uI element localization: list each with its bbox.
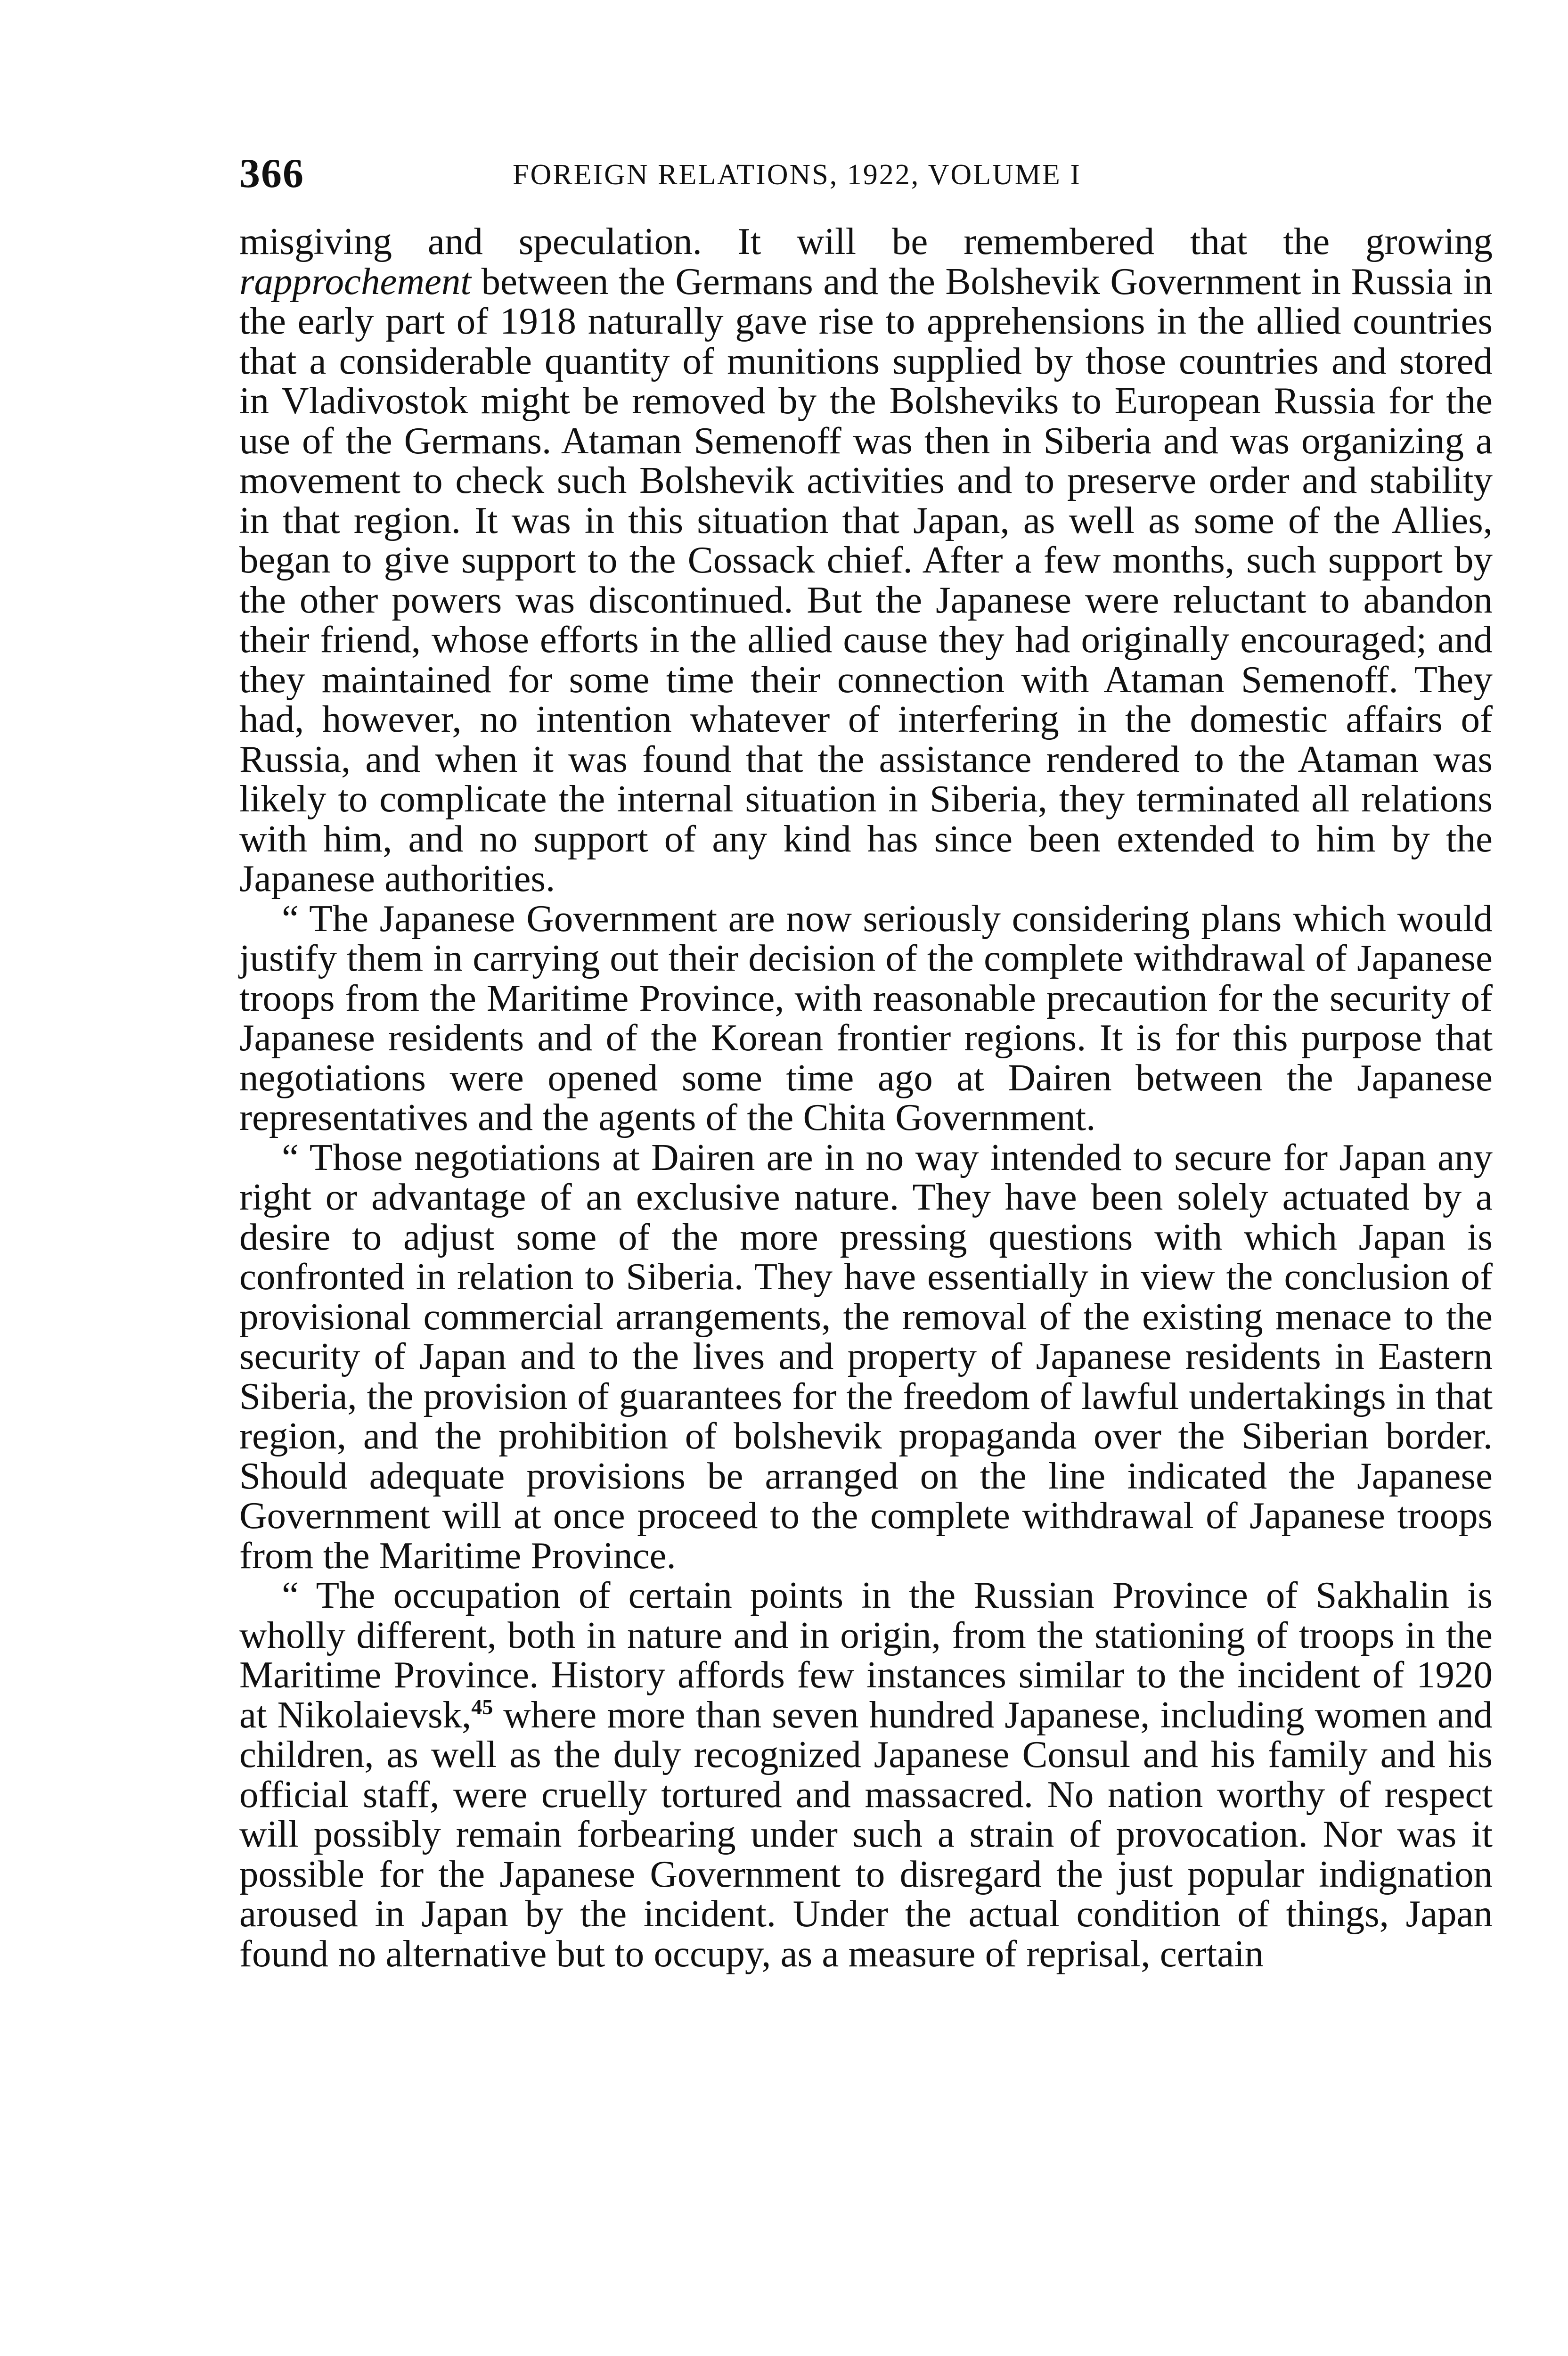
text-segment: between the Germans and the Bolshevik Government in Russia in the early part of 1918 naturally gave rise to apprehensions in the allied countries that a considerable quantity of munitions supplied by those countries and stored in Vladivostok might be removed by the Bolsheviks to European Russia for the use of the Germans. Ataman Semenoff was then in Siberia and was organizing a movement to check such Bolshevik activities and to preserve order and stability in that region. It was in this situation that Japan, as well as some of the Allies, began to give support to the Cossack chief. After a few months, such support by the other powers was discontinued. But the Japanese were reluctant to abandon their friend, whose efforts in the allied cause they had originally encouraged; and they maintained for some time their connection with Ataman Semenoff. They had, however, no intention whatever of interfering in the domestic affairs of Russia, and when it was found that the assistance rendered to the Ataman was likely to complicate the internal situation in Siberia, they terminated all relations with him, and no support of any kind has since been extended to him by the Japanese authorities. [239,260,1493,900]
paragraph-3 [239,1137,1493,1576]
italic-term: rapprochement [239,260,471,303]
text-segment: “ The occupation of certain points in the Russian Province of Sakhalin is wholly different, both in nature and in origin, from the stationing of troops in the Maritime Province. History affords few instances similar to the incident of 1920 at Nikolaievsk, [239,1574,1493,1736]
body-text [239,221,1493,1973]
text-segment: “ Those negotiations at Dairen are in no way intended to secure for Japan any right or advantage of an exclusive nature. They have been solely actuated by a desire to adjust some of the more pressing questions with which Japan is confronted in relation to Siberia. They have essentially in view the conclusion of provisional commercial arrangements, the removal of the existing menace to the security of Japan and to the lives and property of Japanese residents in Eastern Siberia, the provision of guarantees for the freedom of lawful undertakings in that region, and the prohibition of bolshevik propaganda over the Siberian border. Should adequate provisions be arranged on the line indicated the Japanese Government will at once proceed to the complete withdrawal of Japanese troops from the Maritime Province. [239,1136,1493,1577]
page-header [239,150,1493,202]
page-number: 366 [239,151,304,196]
text-segment: “ The Japanese Government are now seriously considering plans which would justify them in carrying out their decision of the complete withdrawal of Japanese troops from the Maritime Province, with reasonable precaution for the security of Japanese residents and of the Korean frontier regions. It is for this purpose that negotiations were opened some time ago at Dairen between the Japanese representatives and the agents of the Chita Government. [239,897,1493,1138]
running-title: FOREIGN RELATIONS, 1922, VOLUME I [513,159,1081,191]
paragraph-2 [239,899,1493,1137]
footnote-reference: 45 [471,1694,493,1719]
paragraph-4 [239,1575,1493,1973]
text-segment: where more than seven hundred Japanese, including women and children, as well as the duly recognized Japanese Consul and his family and his official staff, were cruelly tortured and massacred. No nation worthy of respect will possibly remain forbearing under such a strain of provocation. Nor was it possible for the Japanese Government to disregard the just popular indignation aroused in Japan by the incident. Under the actual condition of things, Japan found no alternative but to occupy, as a measure of reprisal, certain [239,1693,1493,1975]
text-segment: misgiving and speculation. It will be remembered that the growing [239,220,1493,262]
paragraph-1 [239,221,1493,899]
